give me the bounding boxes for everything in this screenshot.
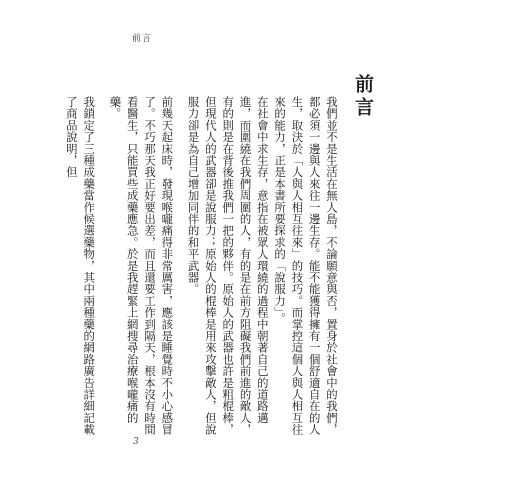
paragraph: 我們並不是生活在無人島，不論願意與否，置身於社會中的我們，都必須一邊與人來往一邊生存。能不能獲得擁有一個舒適自在的人生，取決於「人與人相互往來」的技巧。而掌控這個人與人相互往來的能力，正是本書所要探求的「說服力」。 xyxy=(273,96,339,436)
body-text xyxy=(64,96,340,436)
page-number: 3 xyxy=(133,437,139,447)
paragraph: 在社會中求生存，意指在被眾人環繞的過程中朝著自己的道路邁進，而圍繞在我們周圍的人，有的是在前方阻礙我們前進的敵人，有的則是在背後推我們一把的夥伴。原始人的武器也許是粗棍棒，但現代人的武器卻是說服力；原始人的棍棒是用來攻擊敵人，但說服力卻是為自己增加同伴的和平武器。 xyxy=(186,96,270,436)
chapter-title: 前言 xyxy=(352,74,374,120)
paragraph: 我鎖定了三種成藥當作候選藥物，其中兩種藥的網路廣告詳細記載了商品說明，但 xyxy=(64,96,97,436)
running-head: 前言 xyxy=(132,34,153,44)
paragraph: 前幾天起床時，發現喉嚨痛得非常厲害，應該是睡覺時不小心感冒了。不巧那天我正好要出差，而且還要工作到隔天，根本沒有時間看醫生，只能買些成藥應急。於是我趕緊上網搜尋治療喉嚨痛的藥。 xyxy=(108,96,175,436)
